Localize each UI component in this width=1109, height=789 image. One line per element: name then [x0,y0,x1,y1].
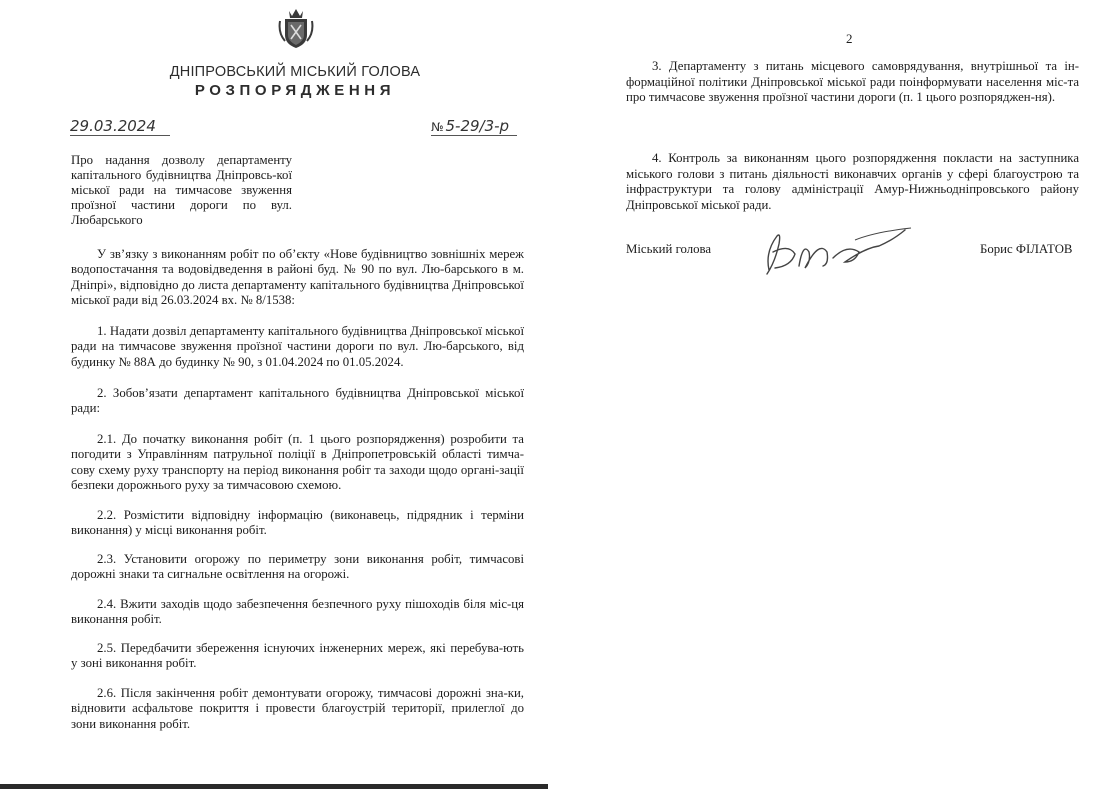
item-2-4-paragraph: 2.4. Вжити заходів щодо забезпечення безпечного руху пішоходів біля міс-ця виконання робіт. [71,597,524,627]
item-2-5-paragraph: 2.5. Передбачити збереження існуючих інженерних мереж, які перебува-ють у зоні виконання робіт. [71,641,524,671]
item-4-paragraph: 4. Контроль за виконанням цього розпорядження покласти на заступника міського голови з питань діяльності виконавчих органів у сфері благоустрою та інфраструктури та голову адміністрації Амур-Нижньодніпровського району Дніпровської міської ради. [626,151,1079,212]
dnipro-coat-of-arms-icon [277,5,315,51]
order-number [431,117,517,136]
document-type-heading: РОЗПОРЯДЖЕННЯ [194,82,396,99]
issuer-heading: ДНІПРОВСЬКИЙ МІСЬКИЙ ГОЛОВА [169,64,421,80]
handwritten-signature-icon [755,222,915,282]
document-page-2 [553,0,1109,789]
document-page-1 [0,0,548,789]
item-2-2-paragraph: 2.2. Розмістити відповідну інформацію (виконавець, підрядник і терміни виконання) у місці виконання робіт. [71,508,524,538]
item-2-6-paragraph: 2.6. Після закінчення робіт демонтувати огорожу, тимчасові дорожні зна-ки, відновити асфальтове покриття і провести благоустрій території, прилеглої до зони виконання робіт. [71,686,524,731]
intro-paragraph: У зв’язку з виконанням робіт по об’єкту «Нове будівництво зовнішніх мереж водопостачання та водовідведення в районі буд. № 90 по вул. Лю-барського в м. Дніпрі», відповідно до листа департаменту капітального будівництва Дніпровської міської ради від 26.03.2024 вх. № 8/1538: [71,247,524,308]
item-2-paragraph: 2. Зобов’язати департамент капітального будівництва Дніпровської міської ради: [71,386,524,416]
item-2-3-paragraph: 2.3. Установити огорожу по периметру зони виконання робіт, тимчасові дорожні знаки та сигнальне освітлення на огорожі. [71,552,524,582]
page-bottom-edge [0,784,548,789]
item-3-paragraph: 3. Департаменту з питань місцевого самоврядування, внутрішньої та ін-формаційної політики Дніпровської міської ради поінформувати населення міс-та про тимчасове звуження проїзної частини дороги (п. 1 цього розпоряджен-ня). [626,59,1079,105]
item-1-paragraph: 1. Надати дозвіл департаменту капітального будівництва Дніпровської міської ради на тимчасове звуження проїзної частини дороги по вул. Лю-барського, від будинку № 88А до будинку № 90, з 01.04.2024 по 01.05.2024. [71,324,524,369]
order-subject: Про надання дозволу департаменту капітального будівництва Дніпровсь-кої міської ради на тимчасове звуження проїзної частини дороги по вул. Любарського [71,153,292,227]
signer-title: Міський голова [626,242,712,256]
page-number: 2 [846,31,853,46]
handwritten-date: 29.03.2024 [70,117,170,136]
handwritten-number: 5-29/3-р [445,117,510,135]
item-2-1-paragraph: 2.1. До початку виконання робіт (п. 1 цього розпорядження) розробити та погодити з Управлінням патрульної поліції в Дніпропетровській області тимча-сову схему руху транспорту на період виконання робіт та заходи щодо органі-зації безпеки дорожнього руху за тимчасовою схемою. [71,432,524,493]
signer-name: Борис ФІЛАТОВ [980,242,1073,256]
number-sign: № [431,120,444,134]
